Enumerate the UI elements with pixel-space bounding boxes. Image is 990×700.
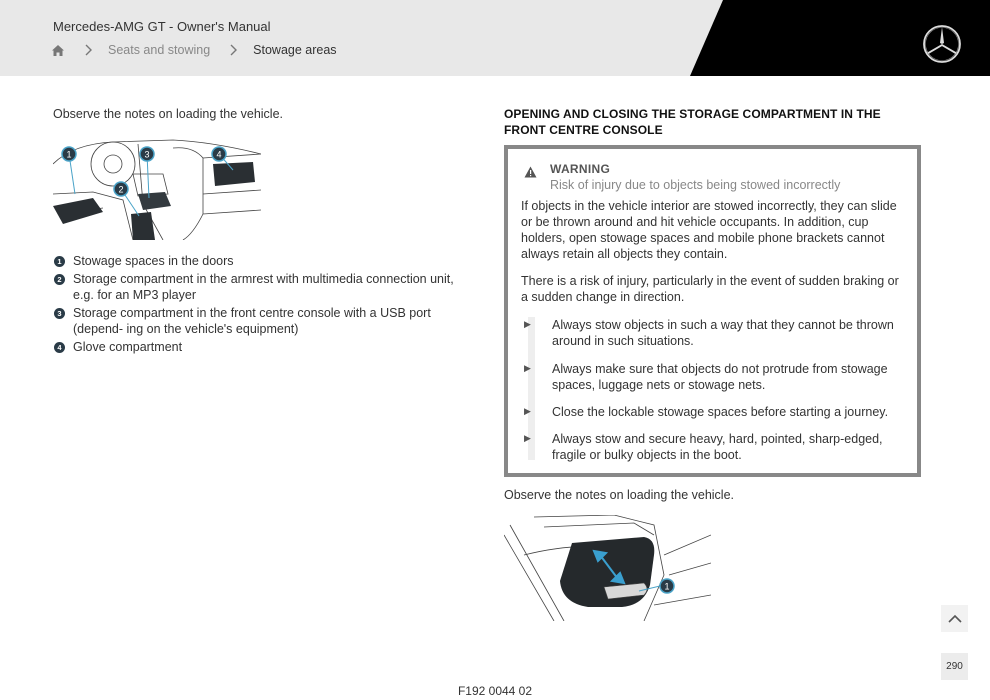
home-icon[interactable] (51, 44, 65, 57)
warning-box (504, 145, 921, 477)
right-lead-text: Observe the notes on loading the vehicle. (504, 488, 735, 502)
section-heading: OPENING AND CLOSING THE STORAGE COMPARTMENT IN THE FRONT CENTRE CONSOLE (504, 107, 881, 137)
header (0, 0, 990, 76)
callout-badge: 2 (54, 274, 65, 285)
svg-text:2: 2 (118, 184, 124, 195)
figure-code-caption: F192 0044 02 (457, 684, 533, 698)
warning-triangle-icon (524, 166, 537, 178)
chevron-right-icon (83, 44, 93, 56)
manual-title: Mercedes-AMG GT - Owner's Manual (53, 19, 271, 34)
figure-callout (140, 147, 154, 161)
chevron-up-icon (948, 614, 962, 623)
warning-bullet: Always stow objects in such a way that they cannot be thrown around in such situations. (552, 318, 894, 348)
bullet-arrow-icon: ▶ (524, 433, 531, 443)
legend-text: Storage compartment in the front centre console with a USB port (depend- ing on the vehicle's equipment) (73, 305, 431, 336)
legend-item (53, 271, 473, 304)
left-lead-text: Observe the notes on loading the vehicle. (53, 107, 284, 121)
legend-item (53, 305, 473, 338)
legend-text: Stowage spaces in the doors (73, 254, 234, 268)
bullet-arrow-icon: ▶ (524, 363, 531, 373)
bullet-arrow-icon: ▶ (524, 406, 531, 416)
svg-text:1: 1 (66, 149, 72, 160)
warning-subtitle: Risk of injury due to objects being stowed incorrectly (550, 178, 841, 192)
svg-text:3: 3 (144, 149, 150, 160)
breadcrumb-stowage-areas: Stowage areas (253, 43, 337, 57)
chevron-right-icon (228, 44, 238, 56)
legend-text: Glove compartment (73, 339, 183, 354)
page-number: 290 (941, 653, 968, 680)
figure-callout (660, 579, 674, 593)
scroll-to-top-button[interactable] (941, 605, 968, 632)
interior-stowage-figure (53, 134, 261, 240)
callout-badge: 4 (54, 342, 65, 353)
legend-item (53, 253, 473, 270)
warning-title: WARNING (550, 162, 611, 176)
warning-bullet: Close the lockable stowage spaces before starting a journey. (552, 405, 889, 419)
mercedes-star-logo (921, 23, 963, 65)
legend-text: Storage compartment in the armrest with multimedia connection unit, e.g. for an MP3 player (73, 271, 454, 302)
callout-badge: 1 (54, 256, 65, 267)
legend-item (53, 339, 473, 356)
warning-bullet: Always make sure that objects do not protrude from stowage spaces, luggage nets or stowage nets. (552, 362, 888, 392)
svg-text:4: 4 (216, 149, 222, 160)
svg-text:1: 1 (664, 581, 670, 592)
warning-paragraph: There is a risk of injury, particularly in the event of sudden braking or a sudden change in direction. (521, 274, 899, 304)
warning-paragraph: If objects in the vehicle interior are stowed incorrectly, they can slide or be thrown around and hit vehicle occupants. In addition, cup holders, open stowage spaces and mobile phone brackets cannot always retain all objects they contain. (521, 199, 897, 261)
callout-badge: 3 (54, 308, 65, 319)
bullet-arrow-icon: ▶ (524, 319, 531, 329)
figure-callout (212, 147, 226, 161)
figure-callout (62, 147, 76, 161)
figure-callout (114, 182, 128, 196)
breadcrumb (51, 42, 337, 58)
breadcrumb-seats-and-stowing[interactable]: Seats and stowing (108, 43, 211, 57)
warning-bullet: Always stow and secure heavy, hard, pointed, sharp-edged, fragile or bulky objects in the boot. (552, 432, 883, 462)
legend-list (53, 253, 473, 356)
centre-console-figure (504, 515, 711, 621)
